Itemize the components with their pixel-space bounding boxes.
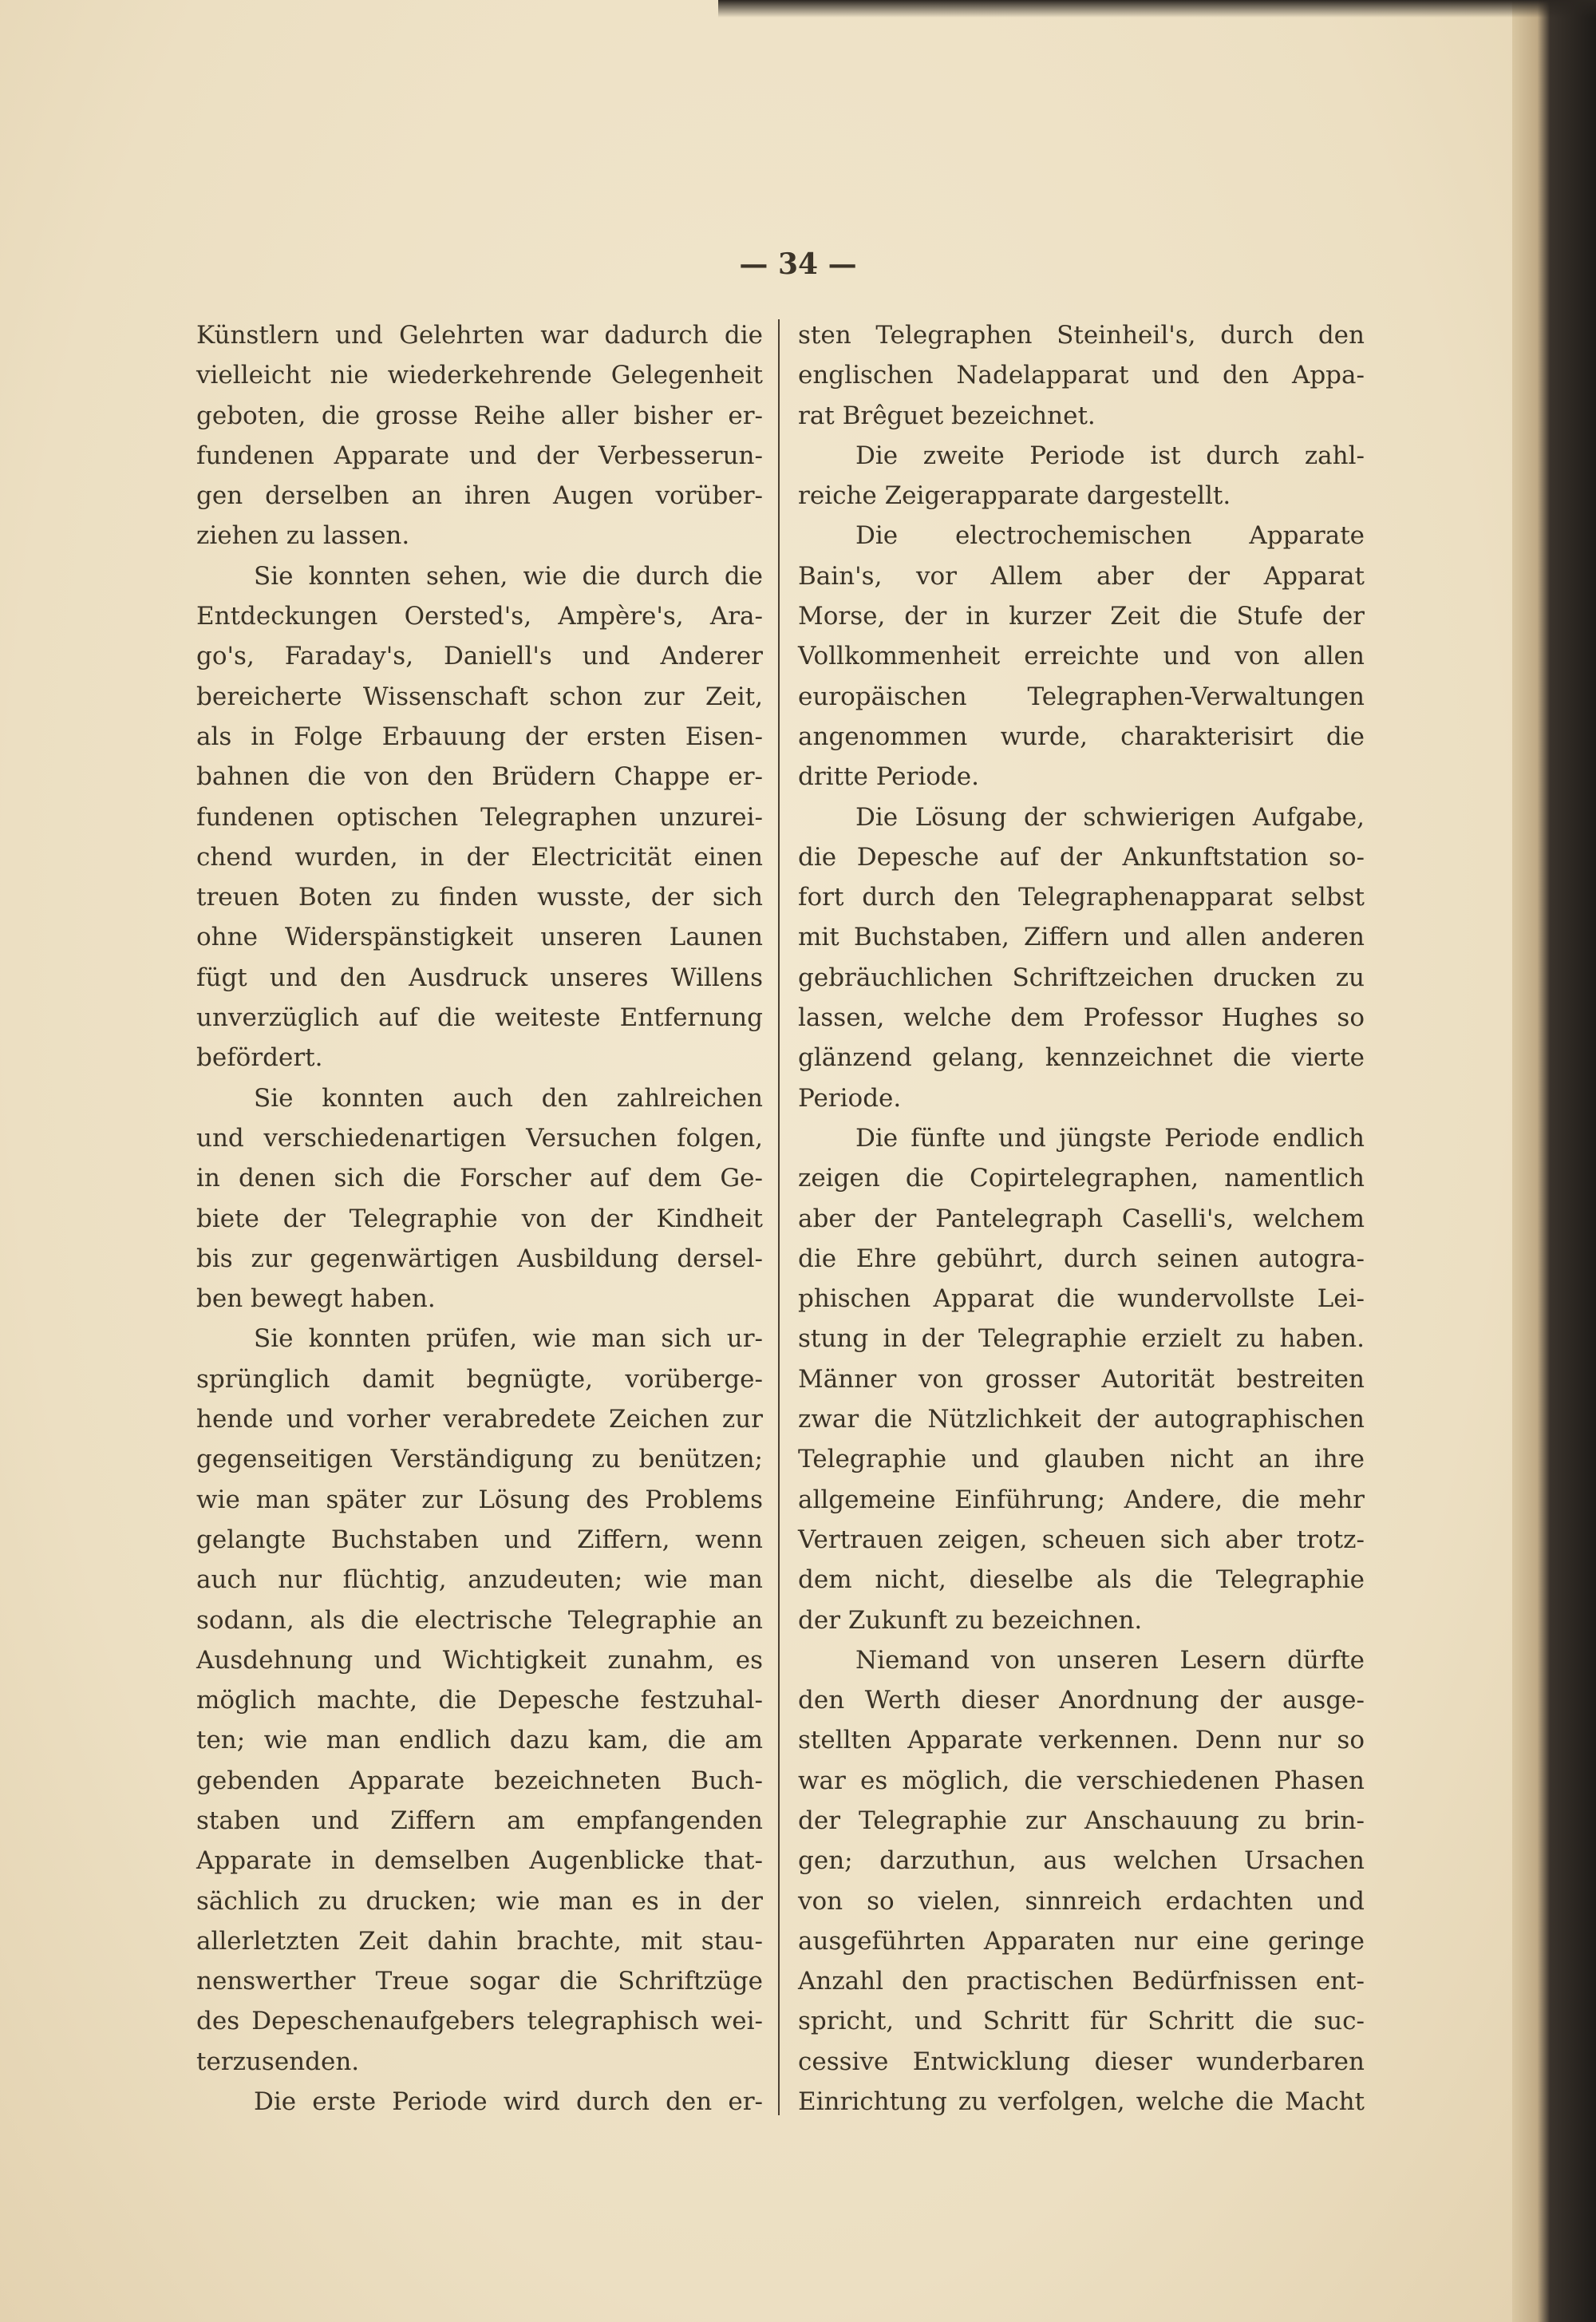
text-line: den Werth dieser Anordnung der ausge- (798, 1686, 1365, 1715)
text-line: gebräuchlichen Schriftzeichen drucken zu (798, 963, 1365, 992)
text-line: bereicherte Wissenschaft schon zur Zeit, (196, 682, 763, 711)
text-line: in denen sich die Forscher auf dem Ge- (196, 1164, 763, 1193)
right-column (798, 315, 1365, 2122)
text-line: gen derselben an ihren Augen vorüber- (196, 481, 763, 511)
text-line: go's, Faraday's, Daniell's und Anderer (196, 642, 763, 671)
text-line: biete der Telegraphie von der Kindheit (196, 1204, 763, 1233)
text-line: wie man später zur Lösung des Problems (196, 1485, 763, 1514)
text-line: Die Lösung der schwierigen Aufgabe, (855, 802, 1365, 832)
torn-top-edge (718, 0, 1596, 18)
text-line: aber der Pantelegraph Caselli's, welchem (798, 1204, 1365, 1233)
text-line: allgemeine Einführung; Andere, die mehr (798, 1485, 1365, 1514)
text-line: gelangte Buchstaben und Ziffern, wenn (196, 1525, 763, 1554)
text-line: angenommen wurde, charakterisirt die (798, 722, 1365, 751)
text-line: stellten Apparate verkennen. Denn nur so (798, 1726, 1365, 1755)
text-line: cessive Entwicklung dieser wunderbaren (798, 2047, 1365, 2076)
left-column (196, 315, 763, 2122)
text-line: Einrichtung zu verfolgen, welche die Macht (798, 2087, 1365, 2117)
text-line: fügt und den Ausdruck unseres Willens (196, 963, 763, 992)
page-number: — 34 — (739, 247, 857, 281)
text-line: möglich machte, die Depesche festzuhal- (196, 1686, 763, 1715)
text-line: Vertrauen zeigen, scheuen sich aber trotz- (798, 1525, 1365, 1554)
text-line: mit Buchstaben, Ziffern und allen anderen (798, 923, 1365, 952)
text-line: vielleicht nie wiederkehrende Gelegenheit (196, 361, 763, 390)
text-line: sodann, als die electrische Telegraphie an (196, 1605, 763, 1635)
text-line: Sie konnten prüfen, wie man sich ur- (254, 1324, 763, 1354)
text-line: englischen Nadelapparat und den Appa- (798, 361, 1365, 390)
text-line: ten; wie man endlich dazu kam, die am (196, 1726, 763, 1755)
text-line: lassen, welche dem Professor Hughes so (798, 1003, 1365, 1033)
text-line: chend wurden, in der Electricität einen (196, 842, 763, 872)
text-line: phischen Apparat die wundervollste Lei- (798, 1284, 1365, 1314)
text-line: stung in der Telegraphie erzielt zu haben. (798, 1324, 1365, 1354)
text-line: zwar die Nützlichkeit der autographischen (798, 1405, 1365, 1434)
text-line: die Ehre gebührt, durch seinen autogra- (798, 1244, 1365, 1273)
text-line: sächlich zu drucken; wie man es in der (196, 1886, 763, 1916)
text-line: die Depesche auf der Ankunftstation so- (798, 842, 1365, 872)
text-line: ben bewegt haben. (196, 1284, 436, 1314)
text-line: war es möglich, die verschiedenen Phasen (798, 1766, 1365, 1795)
text-line: Telegraphie und glauben nicht an ihre (798, 1445, 1365, 1474)
text-line: geboten, die grosse Reihe aller bisher er- (196, 401, 763, 430)
text-line: sprünglich damit begnügte, vorüberge- (196, 1364, 763, 1394)
text-line: terzusenden. (196, 2047, 360, 2076)
text-line: fort durch den Telegraphenapparat selbst (798, 883, 1365, 912)
text-line: ausgeführten Apparaten nur eine geringe (798, 1926, 1365, 1956)
text-line: gen; darzuthun, aus welchen Ursachen (798, 1846, 1365, 1876)
text-line: sten Telegraphen Steinheil's, durch den (798, 321, 1365, 350)
text-line: allerletzten Zeit dahin brachte, mit stau- (196, 1926, 763, 1956)
text-line: Sie konnten auch den zahlreichen (254, 1083, 763, 1113)
text-line: Ausdehnung und Wichtigkeit zunahm, es (196, 1645, 763, 1675)
column-divider (778, 319, 780, 2115)
text-line: gegenseitigen Verständigung zu benützen; (196, 1445, 763, 1474)
text-line: Künstlern und Gelehrten war dadurch die (196, 321, 763, 350)
text-line: treuen Boten zu finden wusste, der sich (196, 883, 763, 912)
text-line: reiche Zeigerapparate dargestellt. (798, 481, 1231, 511)
text-line: Morse, der in kurzer Zeit die Stufe der (798, 602, 1365, 631)
text-line: fundenen optischen Telegraphen unzurei- (196, 802, 763, 832)
text-line: ziehen zu lassen. (196, 521, 410, 551)
text-line: spricht, und Schritt für Schritt die suc- (798, 2007, 1365, 2036)
text-line: Sie konnten sehen, wie die durch die (254, 561, 763, 591)
text-line: unverzüglich auf die weiteste Entfernung (196, 1003, 763, 1033)
text-line: staben und Ziffern am empfangenden (196, 1806, 763, 1835)
text-line: Die fünfte und jüngste Periode endlich (855, 1123, 1365, 1153)
text-line: von so vielen, sinnreich erdachten und (798, 1886, 1365, 1916)
text-line: Die zweite Periode ist durch zahl- (855, 441, 1365, 470)
text-line: bahnen die von den Brüdern Chappe er- (196, 762, 763, 792)
text-line: glänzend gelang, kennzeichnet die vierte (798, 1043, 1365, 1073)
text-line: der Zukunft zu bezeichnen. (798, 1605, 1143, 1635)
text-line: europäischen Telegraphen-Verwaltungen (798, 682, 1365, 711)
text-line: Vollkommenheit erreichte und von allen (798, 642, 1365, 671)
text-line: fundenen Apparate und der Verbesserun- (196, 441, 763, 470)
text-line: ohne Widerspänstigkeit unseren Launen (196, 923, 763, 952)
text-line: dem nicht, dieselbe als die Telegraphie (798, 1565, 1365, 1595)
text-line: Die electrochemischen Apparate (855, 521, 1365, 551)
text-line: hende und vorher verabredete Zeichen zur (196, 1405, 763, 1434)
page-edge (1512, 0, 1596, 2322)
text-line: gebenden Apparate bezeichneten Buch- (196, 1766, 763, 1795)
text-line: Periode. (798, 1083, 902, 1113)
text-line: Männer von grosser Autorität bestreiten (798, 1364, 1365, 1394)
text-line: dritte Periode. (798, 762, 979, 792)
text-line: und verschiedenartigen Versuchen folgen, (196, 1123, 763, 1153)
text-line: bis zur gegenwärtigen Ausbildung dersel- (196, 1244, 763, 1273)
text-line: Die erste Periode wird durch den er- (254, 2087, 763, 2117)
text-line: Bain's, vor Allem aber der Apparat (798, 561, 1365, 591)
text-line: auch nur flüchtig, anzudeuten; wie man (196, 1565, 763, 1595)
text-line: zeigen die Copirtelegraphen, namentlich (798, 1164, 1365, 1193)
text-line: des Depeschenaufgebers telegraphisch wei- (196, 2007, 763, 2036)
text-line: Niemand von unseren Lesern dürfte (855, 1645, 1365, 1675)
text-line: als in Folge Erbauung der ersten Eisen- (196, 722, 763, 751)
text-line: Apparate in demselben Augenblicke that- (196, 1846, 763, 1876)
text-line: Entdeckungen Oersted's, Ampère's, Ara- (196, 602, 763, 631)
text-line: rat Brêguet bezeichnet. (798, 401, 1096, 430)
text-line: nenswerther Treue sogar die Schriftzüge (196, 1967, 763, 1996)
text-line: Anzahl den practischen Bedürfnissen ent- (798, 1967, 1365, 1996)
text-line: befördert. (196, 1043, 323, 1073)
text-line: der Telegraphie zur Anschauung zu brin- (798, 1806, 1365, 1835)
